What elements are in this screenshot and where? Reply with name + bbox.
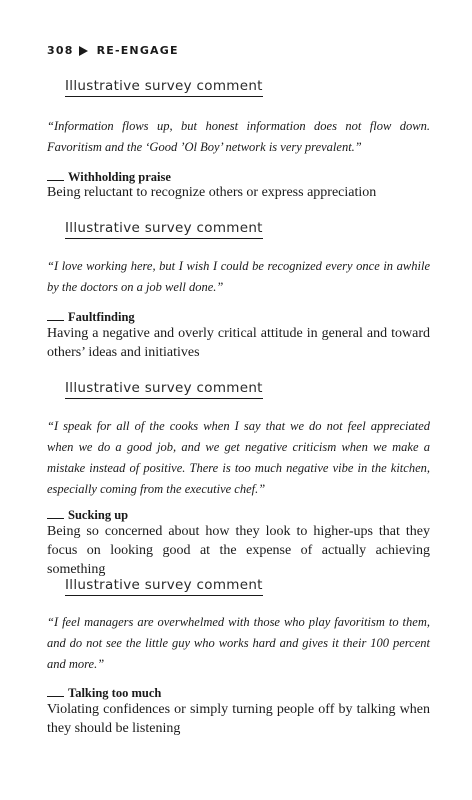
behavior-term: [47, 686, 161, 701]
survey-comment-heading: Illustrative survey comment: [65, 220, 263, 239]
page-number: 308: [47, 44, 74, 57]
checkbox-blank: [47, 180, 64, 181]
survey-quote: “I feel managers are overwhelmed with those who play favoritism to them, and do not see the little guy who works hard and gives it their 100 percent and more.”: [47, 615, 430, 671]
survey-comment-heading: Illustrative survey comment: [65, 577, 263, 596]
behavior-description: Having a negative and overly critical attitude in general and toward others’ ideas and initiatives: [47, 326, 430, 360]
survey-comment-heading: Illustrative survey comment: [65, 78, 263, 97]
behavior-term-label: Sucking up: [68, 508, 129, 522]
checkbox-blank: [47, 696, 64, 697]
behavior-term-label: Faultfinding: [68, 310, 135, 324]
running-header: [47, 44, 179, 57]
survey-comment-heading: Illustrative survey comment: [65, 380, 263, 399]
play-arrow-icon: [79, 46, 88, 56]
behavior-term: [47, 310, 135, 325]
survey-quote: “Information flows up, but honest information does not flow down. Favoritism and the ‘Good ’Ol Boy’ network is very prevalent.”: [47, 119, 430, 154]
checkbox-blank: [47, 320, 64, 321]
behavior-description: Violating confidences or simply turning people off by talking when they should be listening: [47, 702, 430, 736]
behavior-description: Being reluctant to recognize others or express appreciation: [47, 185, 377, 200]
behavior-term-label: Talking too much: [68, 686, 162, 700]
behavior-term: [47, 508, 128, 523]
survey-quote: “I love working here, but I wish I could be recognized every once in awhile by the doctors on a job well done.”: [47, 259, 430, 294]
survey-quote: “I speak for all of the cooks when I say that we do not feel appreciated when we do a good job, and we get negative criticism when we make a mistake instead of positive. There is too much negative vibe in the kitchen, especially coming from the executive chef.”: [47, 419, 430, 496]
behavior-description: Being so concerned about how they look to higher-ups that they focus on looking good at the expense of actually achieving something: [47, 524, 430, 577]
checkbox-blank: [47, 518, 64, 519]
section-title: RE-ENGAGE: [96, 44, 179, 57]
behavior-term-label: Withholding praise: [68, 170, 171, 184]
